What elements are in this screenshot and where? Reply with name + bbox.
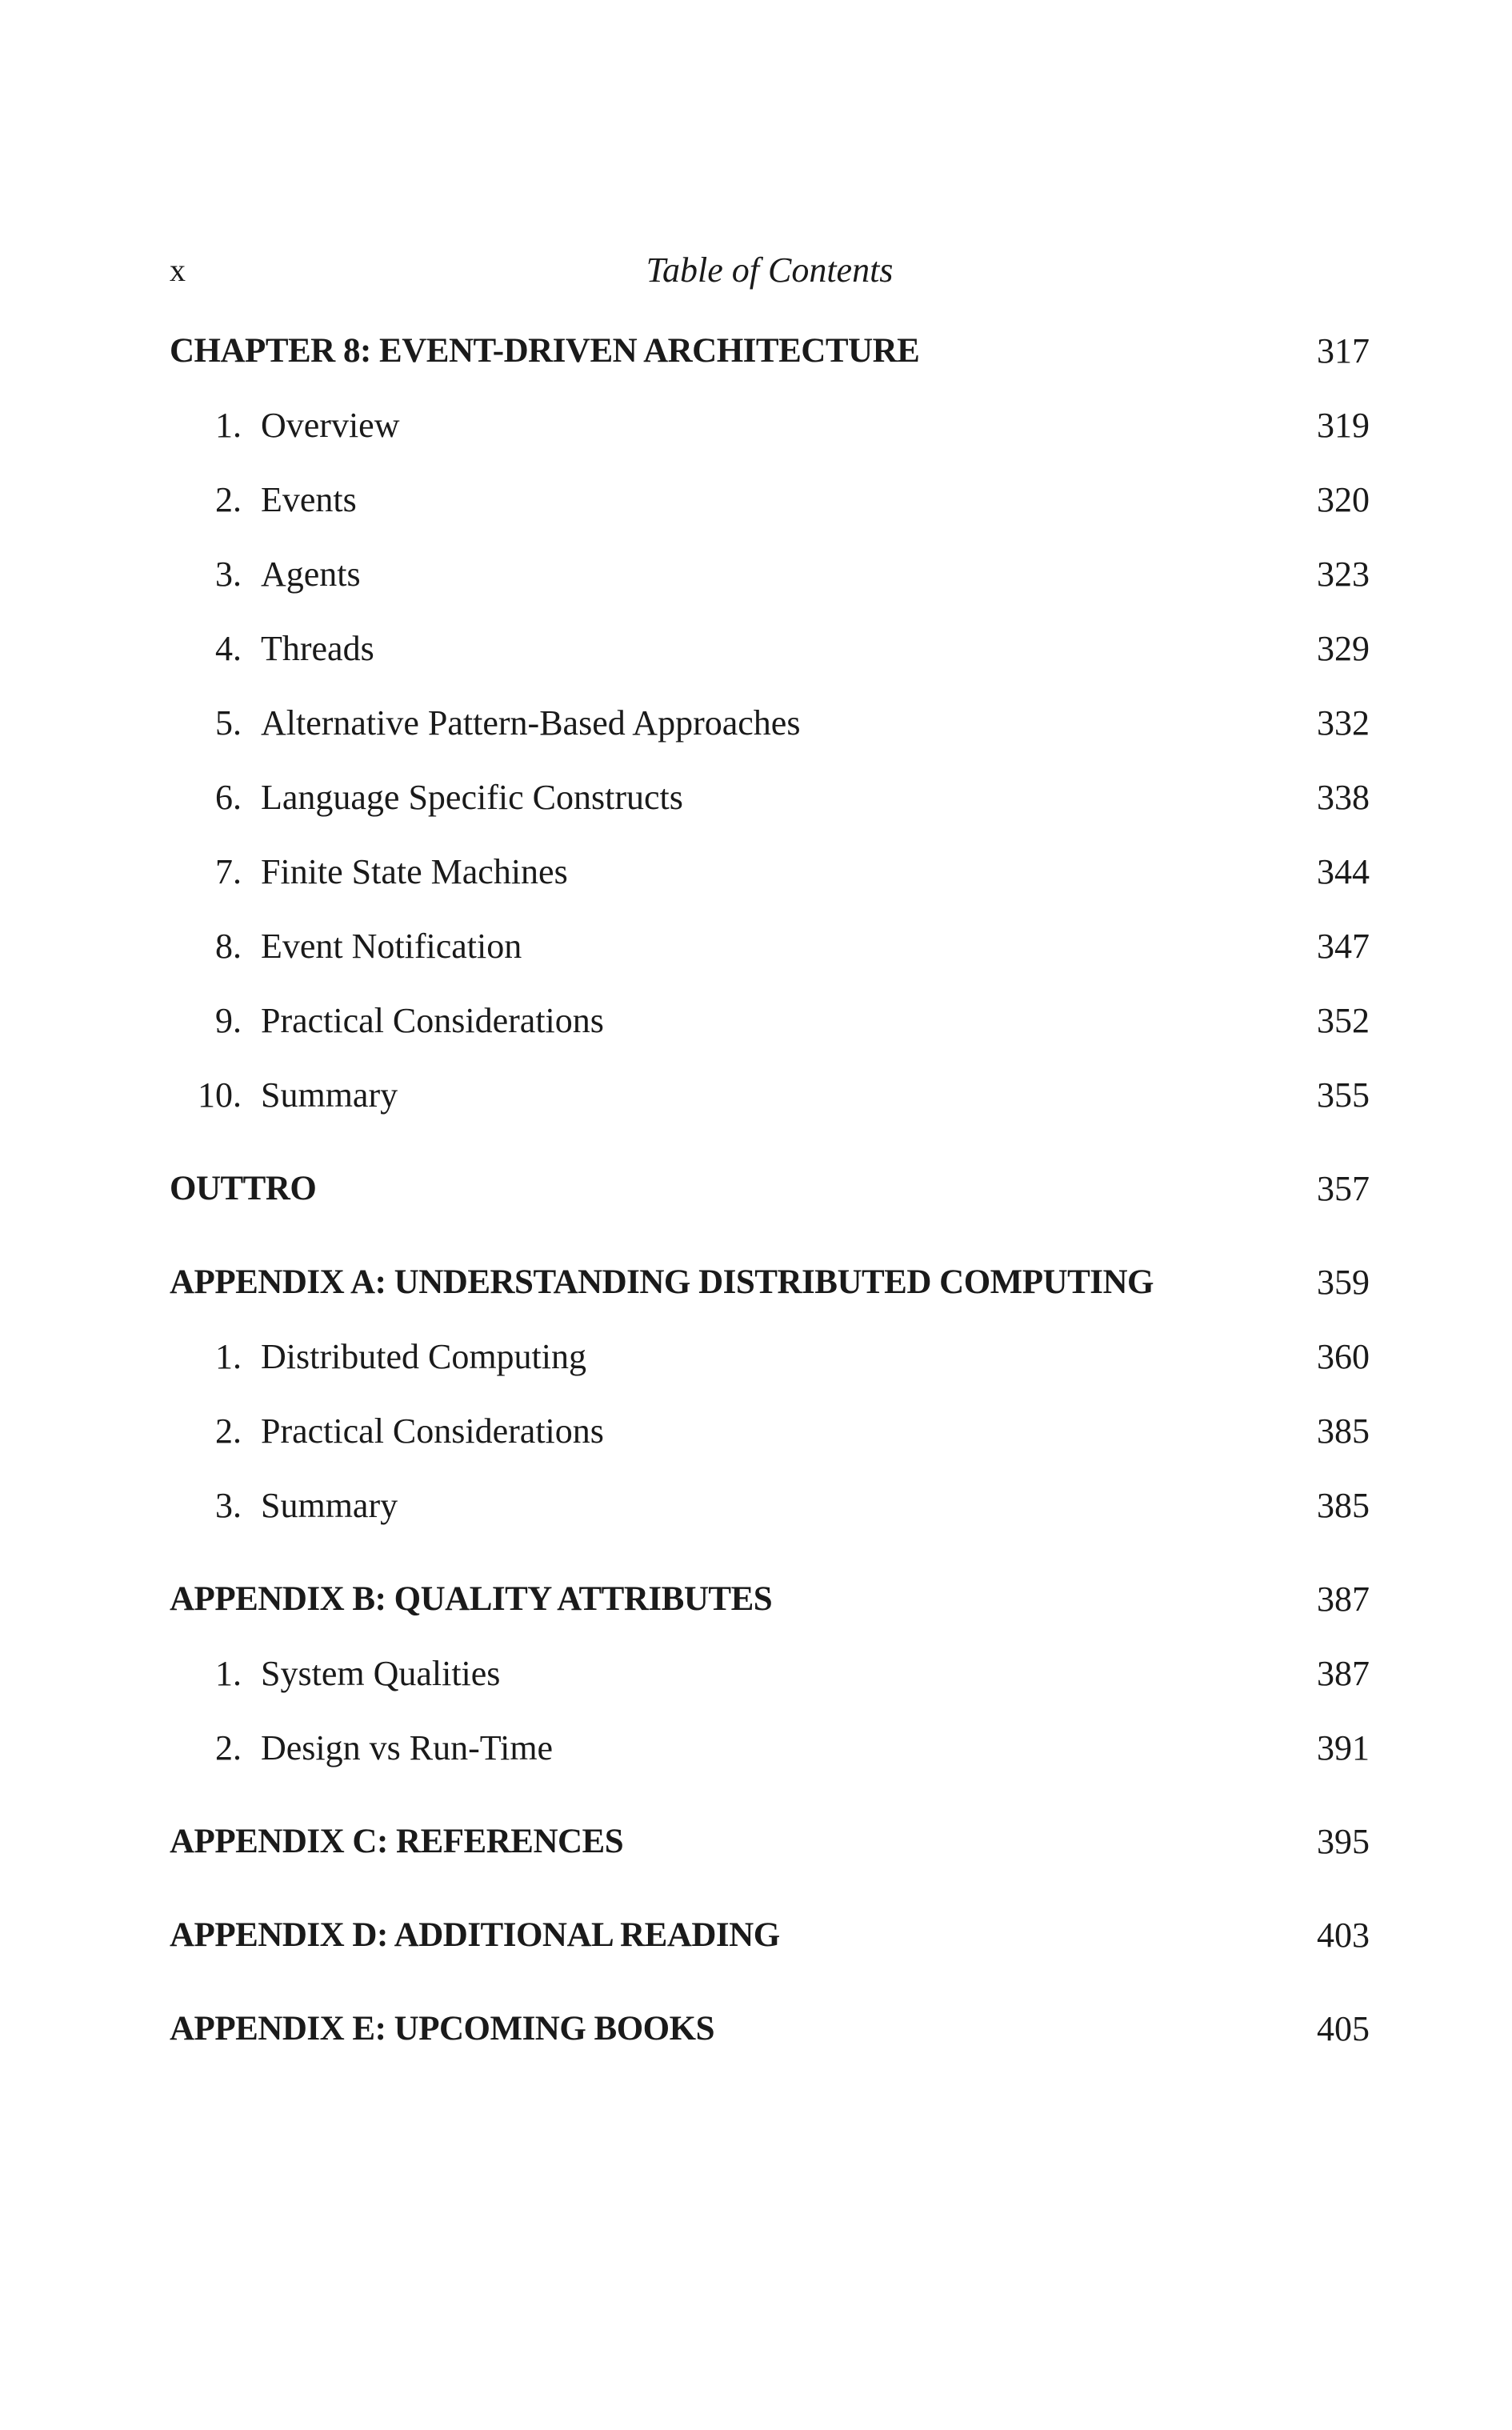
toc-entry[interactable] (170, 909, 1370, 983)
entry-title: Event Notification (261, 927, 522, 966)
entry-page-number: 355 (1317, 1075, 1370, 1115)
section-title: APPENDIX A: UNDERSTANDING DISTRIBUTED COMPUTING (170, 1263, 1154, 1301)
entry-number: 8. (215, 927, 242, 966)
toc-section-heading[interactable] (170, 1562, 1370, 1636)
entry-page-number: 338 (1317, 778, 1370, 817)
entry-title: Summary (261, 1486, 398, 1525)
entry-page-number: 347 (1317, 927, 1370, 966)
entry-title: Practical Considerations (261, 1411, 604, 1451)
toc-section-heading[interactable] (170, 314, 1370, 388)
entry-title: Language Specific Constructs (261, 778, 683, 817)
entry-page-number: 391 (1317, 1728, 1370, 1767)
entry-number: 3. (215, 1486, 242, 1525)
toc-entry[interactable] (170, 1394, 1370, 1468)
toc-entry[interactable] (170, 835, 1370, 909)
entry-title: Finite State Machines (261, 852, 568, 891)
section-page-number: 357 (1317, 1169, 1370, 1208)
section-title: APPENDIX B: QUALITY ATTRIBUTES (170, 1580, 773, 1618)
entry-page-number: 360 (1317, 1337, 1370, 1376)
toc-section-heading[interactable] (170, 1898, 1370, 1972)
entry-title: Events (261, 480, 357, 519)
section-page-number: 405 (1317, 2009, 1370, 2048)
section-title: APPENDIX C: REFERENCES (170, 1823, 624, 1860)
entry-page-number: 332 (1317, 703, 1370, 743)
entry-title: System Qualities (261, 1654, 501, 1693)
toc-entry[interactable] (170, 1058, 1370, 1132)
running-title: Table of Contents (646, 250, 894, 290)
toc-entry[interactable] (170, 611, 1370, 686)
entry-number: 1. (215, 1654, 242, 1693)
entry-number: 1. (215, 1337, 242, 1376)
entry-page-number: 385 (1317, 1486, 1370, 1525)
toc-section (170, 1898, 1370, 1972)
entry-title: Alternative Pattern-Based Approaches (261, 703, 801, 743)
entry-page-number: 320 (1317, 480, 1370, 519)
toc-section-heading[interactable] (170, 1245, 1370, 1319)
section-title: APPENDIX D: ADDITIONAL READING (170, 1916, 780, 1954)
table-of-contents (170, 314, 1370, 2066)
entry-page-number: 319 (1317, 406, 1370, 445)
toc-entry[interactable] (170, 1468, 1370, 1543)
toc-section (170, 1992, 1370, 2066)
section-page-number: 317 (1317, 331, 1370, 370)
toc-entry[interactable] (170, 462, 1370, 537)
running-head (170, 250, 1370, 298)
section-page-number: 359 (1317, 1263, 1370, 1302)
toc-entry[interactable] (170, 1319, 1370, 1394)
entry-number: 2. (215, 480, 242, 519)
entry-number: 9. (215, 1001, 242, 1040)
section-title: OUTTRO (170, 1170, 317, 1207)
toc-section (170, 1151, 1370, 1226)
toc-entry[interactable] (170, 983, 1370, 1058)
entry-number: 10. (198, 1075, 242, 1115)
entry-title: Overview (261, 406, 400, 445)
entry-page-number: 352 (1317, 1001, 1370, 1040)
section-page-number: 387 (1317, 1579, 1370, 1619)
toc-section-heading[interactable] (170, 1151, 1370, 1226)
toc-section (170, 1245, 1370, 1543)
entry-number: 2. (215, 1411, 242, 1451)
toc-section-heading[interactable] (170, 1804, 1370, 1879)
section-title: APPENDIX E: UPCOMING BOOKS (170, 2010, 714, 2048)
entry-number: 4. (215, 629, 242, 668)
entry-number: 6. (215, 778, 242, 817)
toc-entry[interactable] (170, 760, 1370, 835)
entry-title: Threads (261, 629, 374, 668)
entry-number: 5. (215, 703, 242, 743)
toc-section (170, 1804, 1370, 1879)
toc-entry[interactable] (170, 1636, 1370, 1711)
entry-page-number: 329 (1317, 629, 1370, 668)
section-page-number: 395 (1317, 1822, 1370, 1861)
entry-number: 3. (215, 554, 242, 594)
section-page-number: 403 (1317, 1916, 1370, 1955)
toc-entry[interactable] (170, 537, 1370, 611)
toc-section-heading[interactable] (170, 1992, 1370, 2066)
toc-section (170, 1562, 1370, 1785)
entry-number: 2. (215, 1728, 242, 1767)
entry-title: Practical Considerations (261, 1001, 604, 1040)
entry-number: 1. (215, 406, 242, 445)
entry-title: Distributed Computing (261, 1337, 586, 1376)
section-title: CHAPTER 8: EVENT-DRIVEN ARCHITECTURE (170, 332, 920, 370)
entry-title: Design vs Run-Time (261, 1728, 554, 1767)
entry-number: 7. (215, 852, 242, 891)
toc-entry[interactable] (170, 686, 1370, 760)
toc-section (170, 314, 1370, 1132)
entry-page-number: 344 (1317, 852, 1370, 891)
entry-title: Summary (261, 1075, 398, 1115)
page-folio: x (170, 252, 186, 288)
toc-entry[interactable] (170, 1711, 1370, 1785)
entry-page-number: 387 (1317, 1654, 1370, 1693)
entry-page-number: 323 (1317, 554, 1370, 594)
entry-title: Agents (261, 554, 361, 594)
entry-page-number: 385 (1317, 1411, 1370, 1451)
toc-entry[interactable] (170, 388, 1370, 462)
